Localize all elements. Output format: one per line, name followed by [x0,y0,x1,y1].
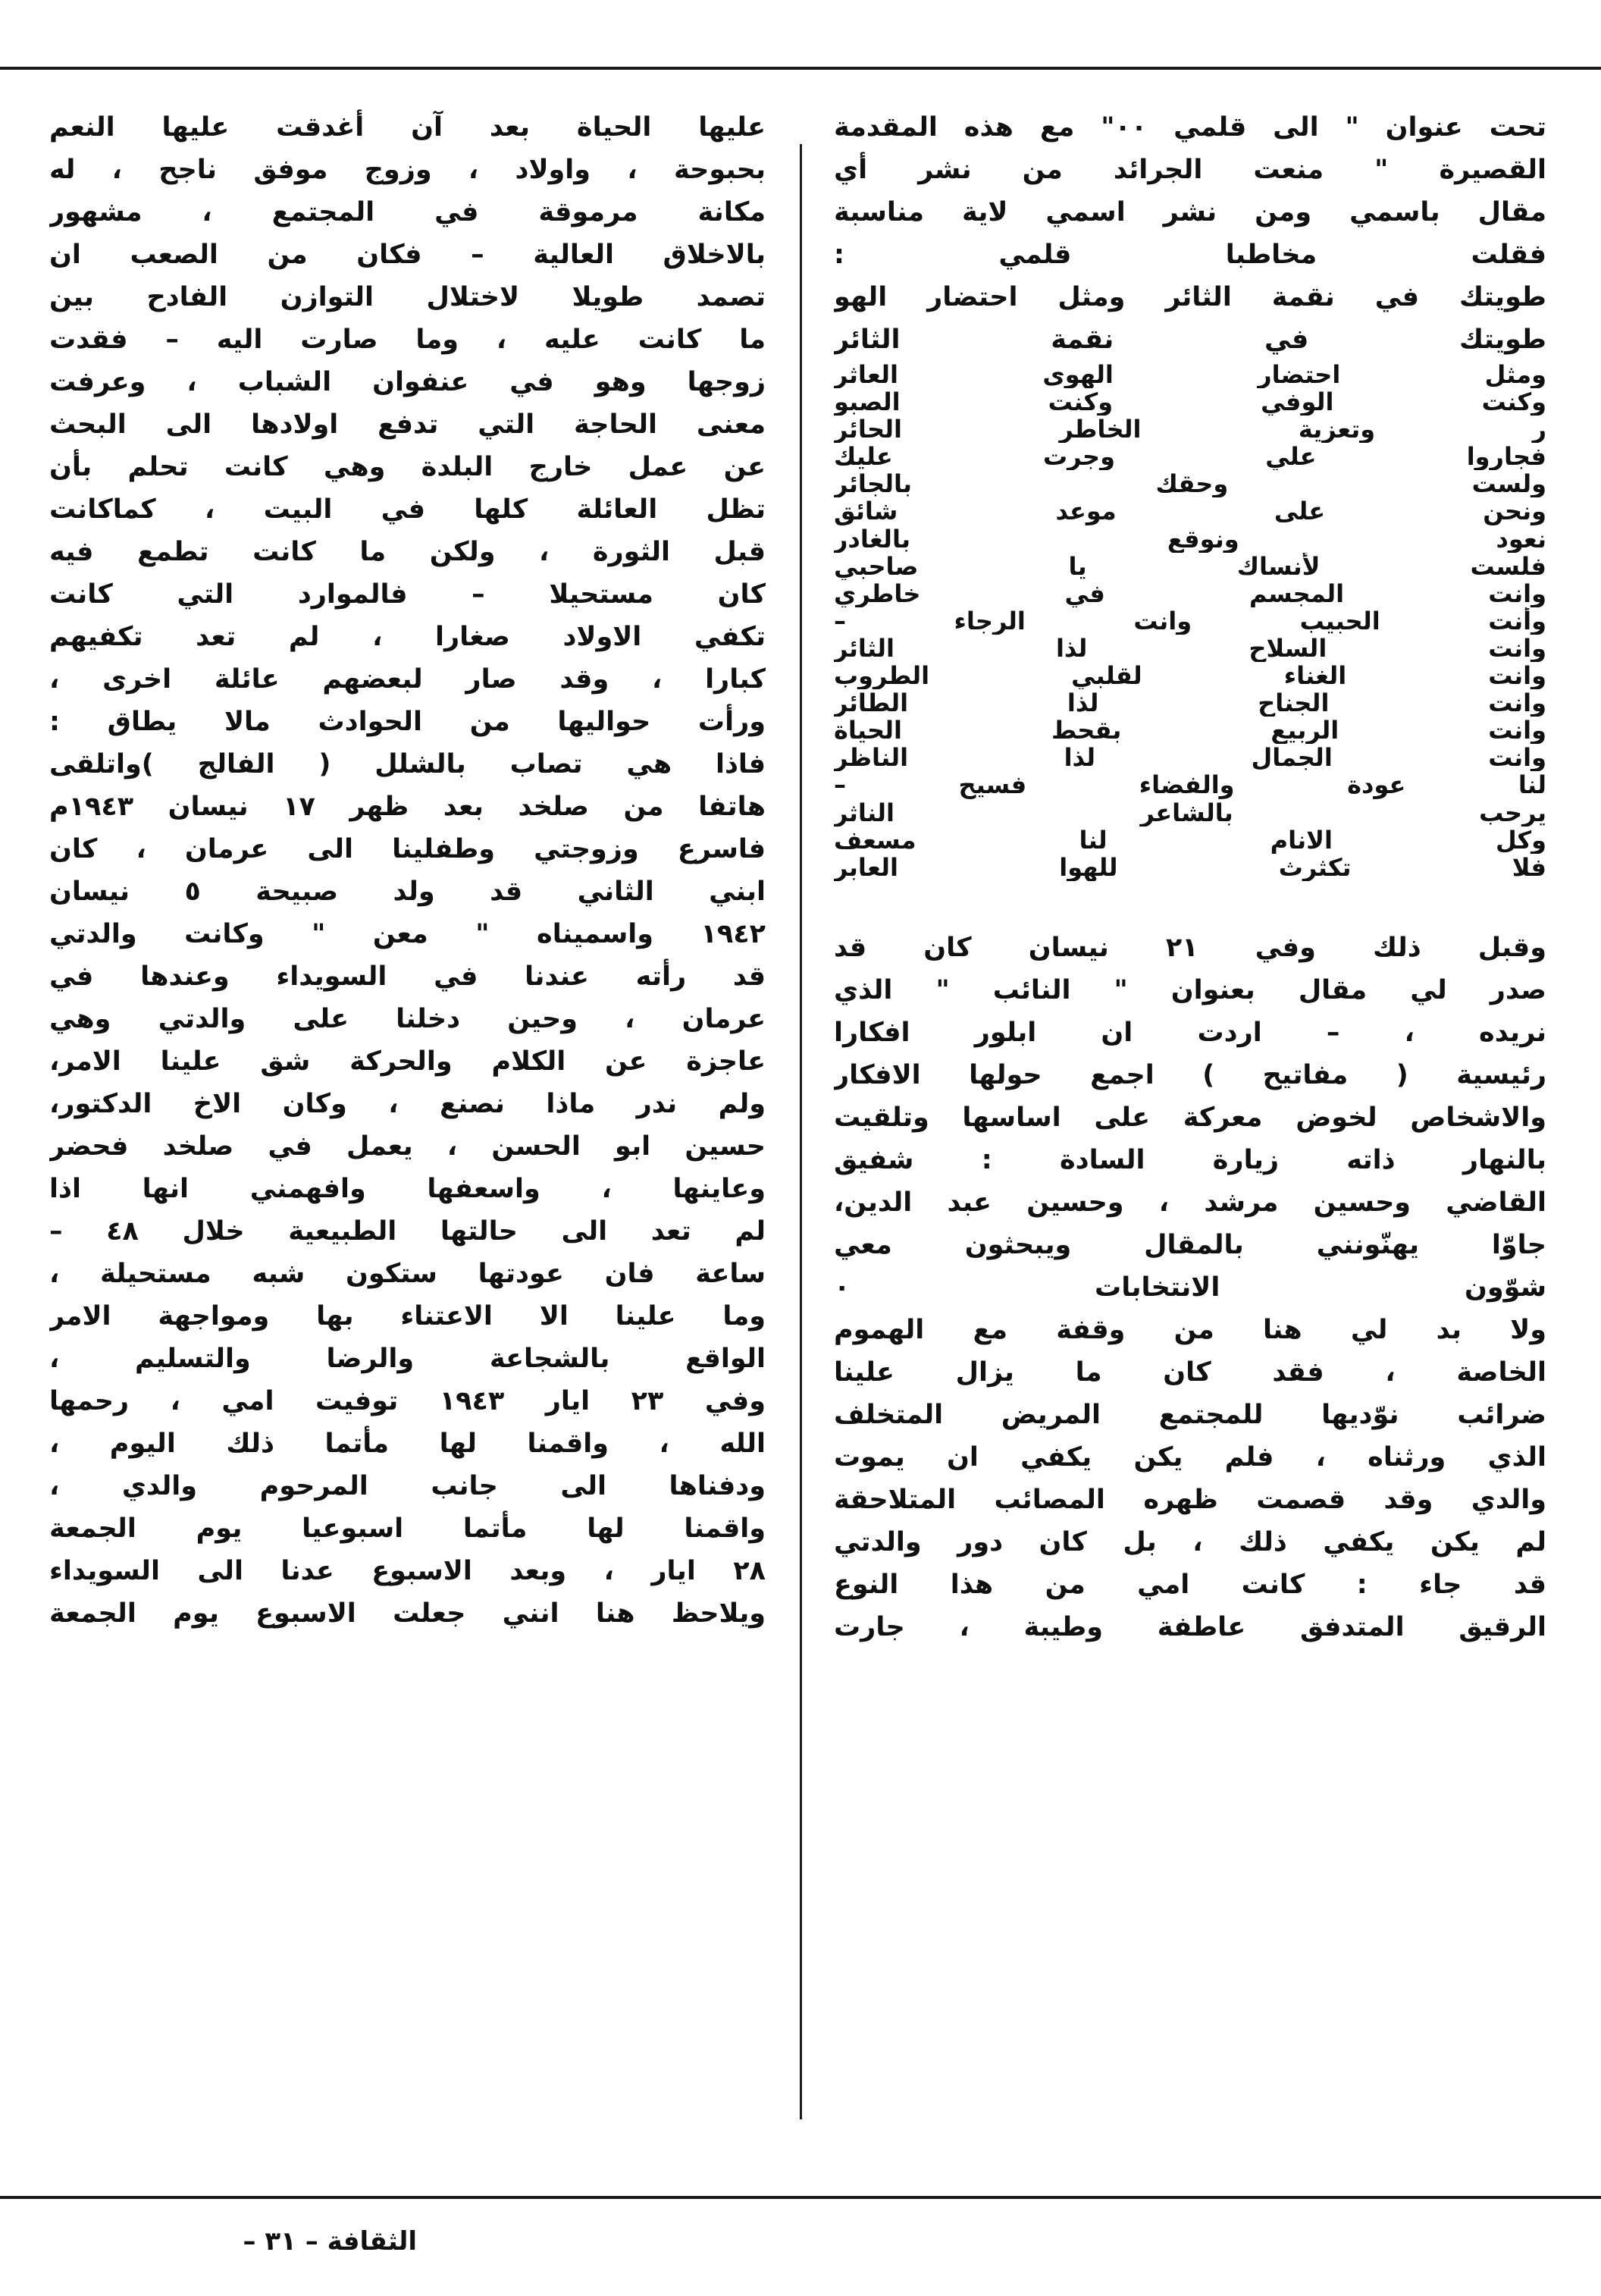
text-line: تظل العائلة كلها في البيت ، كماكانت [49,494,766,525]
text-line: الواقع بالشجاعة والرضا والتسليم ، [49,1344,766,1374]
text-line: ١٩٤٢ واسميناه " معن " وكانت والدتي [49,919,766,949]
text-line: فاذا هي تصاب بالشلل ( الفالج )واتلقى [49,749,766,779]
poem-spacer [834,881,1546,927]
text-line: تحت عنوان " الى قلمي ٠٠" مع هذه المقدمة [834,112,1546,143]
text-line: عرمان ، وحين دخلنا على والدتي وهي [49,1004,766,1034]
text-line: ما كانت عليه ، وما صارت اليه – فقدت [49,325,766,355]
text-line: قد رأته عندنا في السويداء وعندها في [49,961,766,992]
text-line: ويلاحظ هنا انني جعلت الاسبوع يوم الجمعة [49,1598,766,1629]
text-line: ومثل احتضار الهوى العاثر [834,361,1546,389]
text-line: شوّون الانتخابات ٠ [834,1272,1546,1303]
text-line: وانت الجمال لذا الناظر [834,744,1546,772]
text-line: الرقيق المتدفق عاطفة وطيبة ، جارت [834,1611,1546,1642]
text-line: وعاينها ، واسعفها وافهمني انها اذا [49,1174,766,1204]
text-line: فلست لأنساك يا صاحبي [834,552,1546,580]
text-line: وما علينا الا الاعتناء بها ومواجهة الامر [49,1301,766,1331]
text-line: طويتك في نقمة الثائر ومثل احتضار الهو [834,282,1546,312]
text-line: عليها الحياة بعد آن أغدقت عليها النعم [49,112,766,143]
text-line: واقمنا لها مأتما اسبوعيا يوم الجمعة [49,1513,766,1544]
text-line: ضرائب نوّديها للمجتمع المريض المتخلف [834,1399,1546,1430]
text-line: وكنت الوفي وكنت الصبو [834,388,1546,416]
text-line: القاضي وحسين مرشد ، وحسين عبد الدين، [834,1187,1546,1218]
text-line: ولم ندر ماذا نصنع ، وكان الاخ الدكتور، [49,1089,766,1119]
text-line: فجاروا علي وجرت عليك [834,443,1546,471]
text-line: وانت المجسم في خاطري [834,579,1546,607]
text-line: فقلت مخاطبا قلمي : [834,240,1546,270]
text-line: ساعة فان عودتها ستكون شبه مستحيلة ، [49,1259,766,1289]
text-line: وقبل ذلك وفي ٢١ نيسان كان قد [834,932,1546,963]
text-line: مقال باسمي ومن نشر اسمي لاية مناسبة [834,197,1546,227]
text-line: وانت الجناح لذا الطائر [834,689,1546,717]
text-line: طويتك في نقمة الثائر [834,325,1546,355]
text-line: الذي ورثناه ، فلم يكن يكفي ان يموت [834,1441,1546,1473]
text-line: فاسرع وزوجتي وطفلينا الى عرمان ، كان [49,834,766,864]
column-divider [800,144,802,2119]
text-line: زوجها وهو في عنفوان الشباب ، وعرفت [49,367,766,397]
text-line: نريده ، – اردت ان ابلور افكارا [834,1017,1546,1048]
text-line: ونحن على موعد شائق [834,497,1546,525]
text-line: معنى الحاجة التي تدفع اولادها الى البحث [49,409,766,440]
right-column [834,106,1546,1648]
text-line: ٢٨ ايار ، وبعد الاسبوع عدنا الى السويداء [49,1556,766,1586]
text-line: حسين ابو الحسن ، يعمل في صلخد فحضر [49,1131,766,1162]
text-line: وأنت الحبيب وانت الرجاء – [834,607,1546,635]
text-line: ر وتعزية الخاطر الحائر [834,416,1546,444]
text-line: جاوّا يهنّونني بالمقال ويبحثون معي [834,1229,1546,1260]
text-line: وانت الربيع بقحط الحياة [834,717,1546,745]
right-intro-text [834,106,1546,361]
text-line: قبل الثورة ، ولكن ما كانت تطمع فيه [49,537,766,567]
text-line: ورأت حواليها من الحوادث مالا يطاق : [49,707,766,737]
bottom-rule [0,2196,1601,2199]
text-line: والاشخاص لخوض معركة على اساسها وتلقيت [834,1102,1546,1133]
text-line: ولست وحقك بالجائر [834,470,1546,498]
left-column [49,106,766,1635]
text-line: كبارا ، وقد صار لبعضهم عائلة اخرى ، [49,664,766,695]
text-line: القصيرة " منعت الجرائد من نشر أي [834,155,1546,185]
text-line: كان مستحيلا – فالموارد التي كانت [49,579,766,610]
poem-block [834,361,1546,881]
right-after-text [834,927,1546,1648]
text-line: بالاخلاق العالية – فكان من الصعب ان [49,240,766,270]
text-line: ابني الثاني قد ولد صبيحة ٥ نيسان [49,877,766,907]
text-line: لنا عودة والفضاء فسيح – [834,771,1546,799]
text-line: عن عمل خارج البلدة وهي كانت تحلم بأن [49,452,766,482]
text-line: رئيسية ( مفاتيح ) اجمع حولها الافكار [834,1059,1546,1090]
text-line: ودفناها الى جانب المرحوم والدي ، [49,1471,766,1501]
top-rule [0,67,1601,70]
text-line: يرحب بالشاعر الناثر [834,798,1546,826]
text-line: هاتفا من صلخد بعد ظهر ١٧ نيسان ١٩٤٣م [49,792,766,822]
text-line: وانت السلاح لذا الثائر [834,634,1546,663]
text-line: تكفي الاولاد صغارا ، لم تعد تكفيهم [49,622,766,652]
text-line: الله ، واقمنا لها مأتما ذلك اليوم ، [49,1429,766,1459]
text-line: وكل الانام لنا مسعف [834,826,1546,854]
left-column-text [49,106,766,1635]
text-line: عاجزة عن الكلام والحركة شق علينا الامر، [49,1046,766,1077]
text-line: الخاصة ، فقد كان ما يزال علينا [834,1357,1546,1388]
text-line: لم يكن يكفي ذلك ، بل كان دور والدتي [834,1526,1546,1557]
text-line: وفي ٢٣ ايار ١٩٤٣ توفيت امي ، رحمها [49,1386,766,1416]
text-line: صدر لي مقال بعنوان " النائب " الذي [834,974,1546,1005]
text-line: والدي وقد قصمت ظهره المصائب المتلاحقة [834,1484,1546,1515]
text-line: ولا بد لي هنا من وقفة مع الهموم [834,1314,1546,1345]
text-line: نعود ونوقع بالغادر [834,525,1546,553]
text-line: وانت الغناء لقلبي الطروب [834,662,1546,690]
text-line: تصمد طويلا لاختلال التوازن الفادح بين [49,282,766,312]
text-line: لم تعد الى حالتها الطبيعية خلال ٤٨ – [49,1216,766,1247]
page-footer: الثقافة – ٣١ – [243,2226,417,2257]
text-line: قد جاء : كانت امي من هذا النوع [834,1569,1546,1600]
text-line: بالنهار ذاته زيارة السادة : شفيق [834,1144,1546,1175]
text-line: بحبوحة ، واولاد ، وزوج موفق ناجح ، له [49,155,766,185]
text-line: فلا تكثرث للهوا العابر [834,853,1546,881]
text-line: مكانة مرموقة في المجتمع ، مشهور [49,197,766,227]
